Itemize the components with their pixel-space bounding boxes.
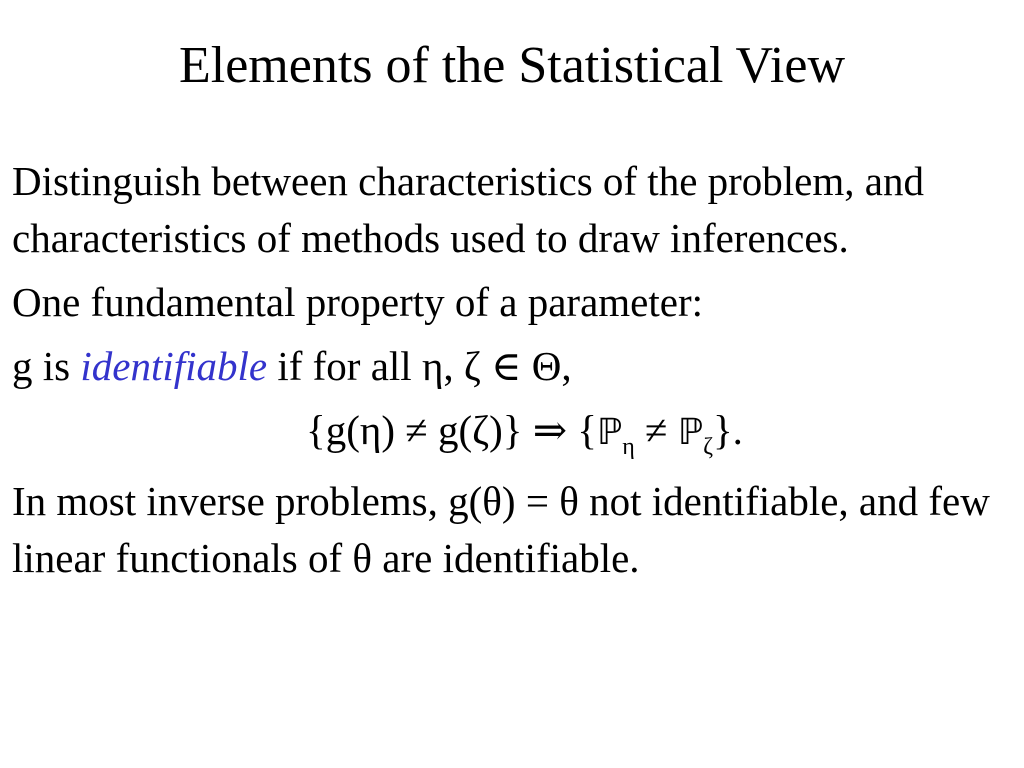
slide-body: [12, 153, 1017, 594]
paragraph-fundamental-property: One fundamental property of a parameter:: [12, 279, 703, 325]
subscript-eta: η: [622, 434, 635, 460]
paragraph-inverse-problems: In most inverse problems, g(θ) = θ not identifiable, and few linear functionals of θ are identifiable.: [12, 478, 990, 581]
probability-symbol-zeta: ℙ: [677, 412, 704, 453]
identifiability-formula: [12, 402, 1017, 466]
paragraph-distinguish: Distinguish between characteristics of the problem, and characteristics of methods used to draw inferences.: [12, 158, 924, 261]
formula-left: {g(η) ≠ g(ζ)} ⇒ {: [306, 407, 597, 453]
subscript-zeta: ζ: [703, 434, 713, 460]
identifiable-term: identifiable: [80, 343, 268, 389]
probability-symbol-eta: ℙ: [596, 412, 623, 453]
slide-title: Elements of the Statistical View: [179, 37, 845, 94]
definition-prefix: g is: [12, 343, 81, 389]
formula-neq: ≠: [634, 407, 678, 453]
formula-right: }.: [713, 407, 743, 453]
definition-suffix: if for all η, ζ ∈ Θ,: [267, 343, 572, 389]
paragraph-identifiable-definition: [12, 338, 1017, 395]
